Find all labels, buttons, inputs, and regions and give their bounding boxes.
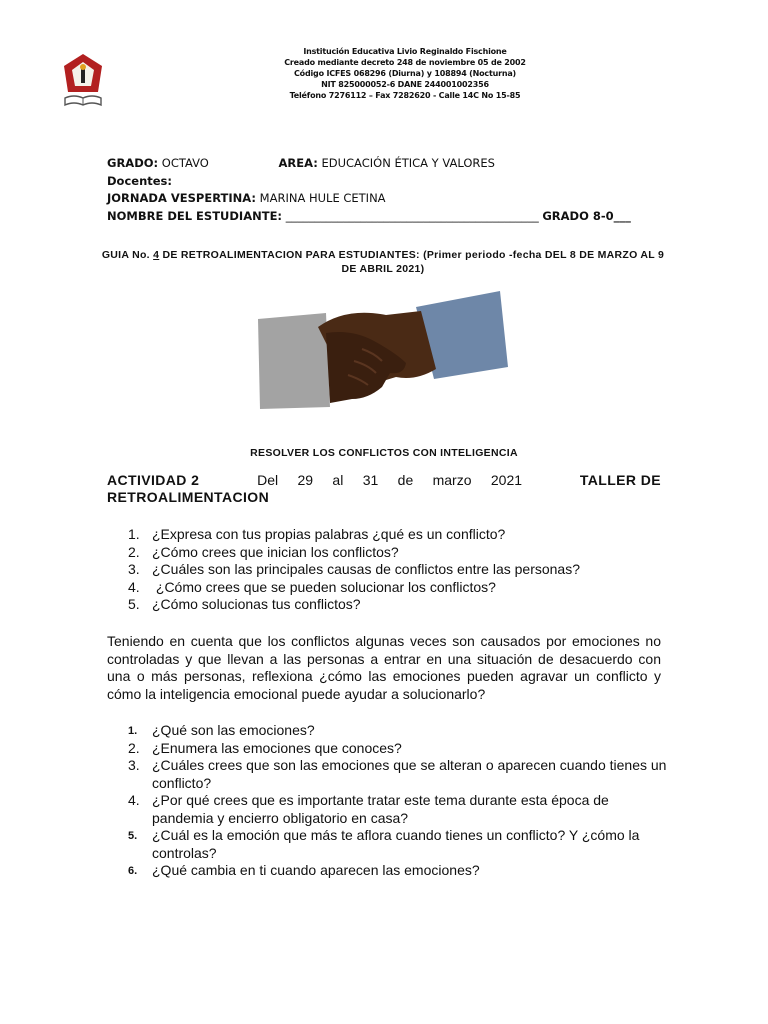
institution-header [230,46,580,101]
section-subtitle: RESOLVER LOS CONFLICTOS CON INTELIGENCIA [250,447,518,459]
handshake-image [256,289,516,409]
area-value: EDUCACIÓN ÉTICA Y VALORES [321,156,495,170]
questions-list-1 [107,526,667,614]
date-word: 31 [362,472,379,488]
shift-value: MARINA HULE CETINA [259,191,386,205]
taller-label-line2: RETROALIMENTACION [107,489,270,505]
item-text: ¿Qué son las emociones? [152,722,315,738]
student-name-blank[interactable]: ____________________________________________ [285,208,539,223]
list-item [107,544,667,562]
area-label: AREA: [278,156,318,170]
activity-header [107,472,661,506]
guide-prefix: GUIA No. [101,249,154,261]
item-number: 6. [128,865,138,877]
item-text: ¿Cómo solucionas tus conflictos? [152,596,361,612]
list-item [107,757,667,792]
activity-label: ACTIVIDAD 2 [107,472,200,488]
date-word: 29 [297,472,314,488]
item-number: 1. [128,725,138,737]
activity-date [257,472,522,489]
grade-row [107,155,667,173]
teachers-row [107,173,667,191]
header-line: Institución Educativa Livio Reginaldo Fischione [303,47,507,56]
grade-blank-label: GRADO 8-0___ [542,208,631,223]
item-text: ¿Cómo crees que inician los conflictos? [152,543,399,560]
item-text: ¿Qué cambia en ti cuando aparecen las emociones? [152,862,480,878]
list-item [107,827,667,862]
questions-list-2 [107,722,667,880]
list-item [107,526,667,544]
date-word: al [332,472,344,488]
item-text: ¿Cuáles son las principales causas de conflictos entre las personas? [152,561,581,577]
date-word: marzo [432,472,472,488]
item-text: ¿Cuáles crees que son las emociones que se alteran o aparecen cuando tienes un conflicto? [152,757,667,791]
guide-number: 4 [153,249,160,261]
item-number: 2. [128,543,140,560]
list-item [107,579,667,597]
item-number: 5. [128,830,138,842]
header-line: NIT 825000052-6 DANE 244001002356 [321,80,489,89]
item-text: ¿Cuál es la emoción que más te aflora cuando tienes un conflicto? Y ¿cómo la controlas? [152,827,640,861]
grade-value: OCTAVO [161,156,209,170]
item-text: ¿Cómo crees que se pueden solucionar los conflictos? [152,578,496,595]
shift-row [107,190,667,208]
institution-logo [62,52,104,110]
logo-flame-icon [80,64,86,70]
shift-label: JORNADA VESPERTINA: [107,191,257,205]
guide-text: DE RETROALIMENTACION PARA ESTUDIANTES: (Primer periodo -fecha DEL 8 DE MARZO AL 9 DE ABRIL 2021) [159,249,665,275]
header-line: Teléfono 7276112 – Fax 7282620 - Calle 14C No 15-85 [289,91,521,100]
item-number: 2. [128,739,140,756]
guide-title [100,248,666,276]
list-item [107,561,667,579]
item-number: 4. [128,792,140,808]
student-name-label: NOMBRE DEL ESTUDIANTE: [107,208,283,223]
item-number: 1. [128,526,140,542]
item-number: 3. [128,561,140,577]
list-item [107,596,667,614]
item-text: ¿Expresa con tus propias palabras ¿qué es un conflicto? [152,526,506,542]
list-item [107,722,667,740]
item-number: 5. [128,596,140,612]
student-name-row [107,208,667,226]
reflection-paragraph: Teniendo en cuenta que los conflictos algunas veces son causados por emociones no controladas y que llevan a las personas a entrar en una situación de desacuerdo con una o más personas, reflexiona ¿cómo las emociones pueden agravar un conflicto y cómo la inteligencia emocional puede ayudar a solucionarlo? [107,633,661,702]
date-word: de [397,472,414,488]
item-text: ¿Por qué crees que es importante tratar este tema durante esta época de pandemia y encierro obligatorio en casa? [152,792,609,826]
list-item [107,792,667,827]
logo-torch-icon [81,69,85,83]
item-text: ¿Enumera las emociones que conoces? [152,739,402,756]
teachers-label: Docentes: [107,173,172,188]
list-item [107,862,667,880]
list-item [107,740,667,758]
taller-label: TALLER DE [579,472,661,488]
date-word: Del [257,472,279,488]
header-line: Código ICFES 068296 (Diurna) y 108894 (Nocturna) [294,69,516,78]
date-word: 2021 [490,472,523,488]
grade-label: GRADO: [107,156,159,170]
item-number: 4. [128,578,140,595]
student-info-block [107,155,667,225]
item-number: 3. [128,757,140,773]
header-line: Creado mediante decreto 248 de noviembre 05 de 2002 [284,58,526,67]
